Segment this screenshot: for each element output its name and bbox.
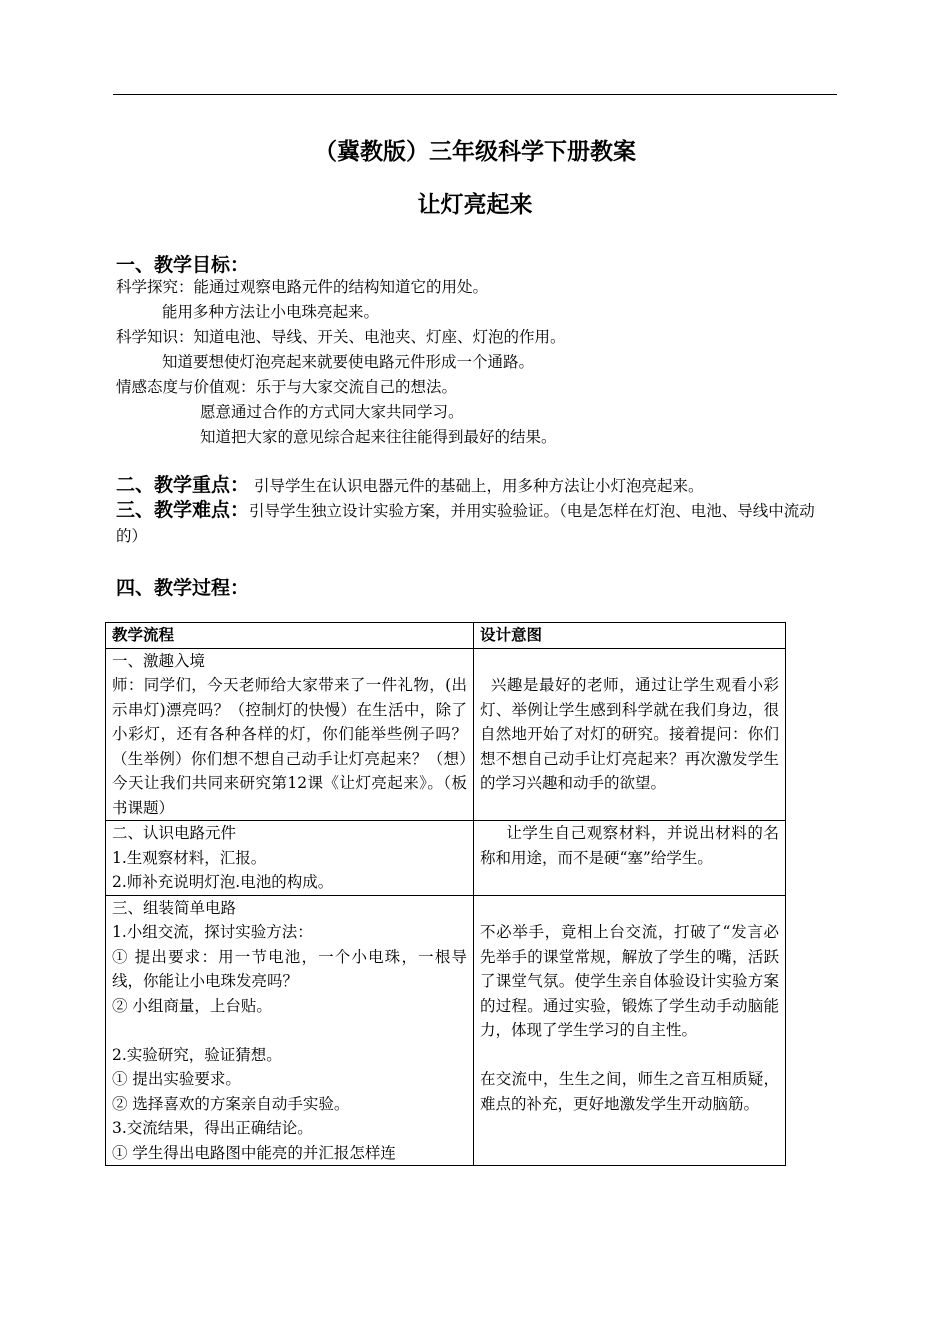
flow-step-text: 3.交流结果，得出正确结论。 bbox=[112, 1119, 313, 1137]
flow-step-text: 2.实验研究，验证猜想。 bbox=[112, 1045, 282, 1064]
table-row bbox=[106, 821, 786, 896]
flow-step-title: 二、认识电路元件 bbox=[112, 824, 237, 842]
goal-line: 知道把大家的意见综合起来往往能得到最好的结果。 bbox=[200, 428, 557, 446]
intent-cell bbox=[474, 648, 786, 821]
intent-cell bbox=[474, 895, 786, 1166]
flow-cell bbox=[106, 648, 474, 821]
intent-cell bbox=[474, 821, 786, 896]
goal-line: 知道要想使灯泡亮起来就要使电路元件形成一个通路。 bbox=[162, 353, 535, 371]
section-heading-process: 四、教学过程： bbox=[116, 577, 250, 599]
flow-step-title: 一、激趣入境 bbox=[112, 651, 206, 670]
document-title: （冀教版）三年级科学下册教案 bbox=[314, 138, 636, 165]
section-heading-keypoints: 二、教学重点： bbox=[116, 474, 250, 496]
key-points-paragraph bbox=[116, 473, 838, 499]
table-row bbox=[106, 648, 786, 821]
flow-cell bbox=[106, 821, 474, 896]
intent-text: 在交流中，生生之间，师生之音互相质疑，难点的补充，更好地激发学生开动脑筋。 bbox=[480, 1070, 779, 1113]
table-header-row bbox=[106, 623, 786, 649]
section-heading-difficulty: 三、教学难点： bbox=[116, 499, 250, 521]
flow-step-text: 2.师补充说明灯泡.电池的构成。 bbox=[112, 873, 334, 891]
flow-step-text: 1.生观察材料，汇报。 bbox=[112, 848, 267, 867]
flow-step-text: ① 提出实验要求。 bbox=[112, 1070, 241, 1088]
flow-step-title: 三、组装简单电路 bbox=[112, 898, 237, 917]
flow-step-text: ② 选择喜欢的方案亲自动手实验。 bbox=[112, 1094, 350, 1113]
goal-line: 科学知识：知道电池、导线、开关、电池夹、灯座、灯泡的作用。 bbox=[116, 328, 566, 346]
flow-step-text: ① 提出要求：用一节电池，一个小电珠，一根导线，你能让小电珠发亮吗？ bbox=[112, 947, 467, 990]
goal-line: 愿意通过合作的方式同大家共同学习。 bbox=[200, 403, 464, 421]
intent-text: 不必举手，竟相上台交流，打破了“发言必先举手的课堂常规，解放了学生的嘴，活跃了课堂气氛。使学生亲自体验设计实验方案的过程。通过实验，锻炼了学生动手动脑能力，体现了学生学习的自主性。 bbox=[480, 923, 779, 1039]
difficulty-text: 引导学生独立设计实验方案，并用实验验证。（电是怎样在灯泡、电池、导线中流动的） bbox=[116, 502, 815, 545]
flow-step-text: ② 小组商量，上台贴。 bbox=[112, 996, 272, 1015]
goal-line: 科学探究：能通过观察电路元件的结构知道它的用处。 bbox=[116, 278, 489, 296]
difficulty-paragraph bbox=[116, 498, 838, 549]
intent-text: 让学生自己观察材料，并说出材料的名称和用途，而不是硬“塞”给学生。 bbox=[480, 824, 779, 867]
header-rule bbox=[113, 94, 837, 95]
section-heading-goals: 一、教学目标： bbox=[116, 254, 250, 276]
goal-line: 能用多种方法让小电珠亮起来。 bbox=[162, 303, 380, 321]
column-header-intent: 设计意图 bbox=[474, 623, 786, 649]
flow-step-text: 1.小组交流，探讨实验方法： bbox=[112, 923, 313, 941]
flow-step-text: 师：同学们，今天老师给大家带来了一件礼物，(出示串灯)漂亮吗？（控制灯的快慢）在生活中，除了小彩灯，还有各种各样的灯，你们能举些例子吗？（生举例）你们想不想自己动手让灯亮起来？（想）今天让我们共同来研究第12课《让灯亮起来》。（板书课题） bbox=[112, 676, 467, 817]
process-table bbox=[105, 622, 786, 1166]
lesson-title: 让灯亮起来 bbox=[417, 191, 533, 218]
flow-step-text: ① 学生得出电路图中能亮的并汇报怎样连 bbox=[112, 1143, 396, 1162]
column-header-flow: 教学流程 bbox=[106, 623, 474, 649]
key-points-text: 引导学生在认识电器元件的基础上，用多种方法让小灯泡亮起来。 bbox=[249, 477, 704, 495]
flow-cell bbox=[106, 895, 474, 1166]
table-row bbox=[106, 895, 786, 1166]
intent-text: 兴趣是最好的老师，通过让学生观看小彩灯、举例让学生感到科学就在我们身边，很自然地开始了对灯的研究。接着提问：你们想不想自己动手让灯亮起来？再次激发学生的学习兴趣和动手的欲望。 bbox=[480, 676, 779, 792]
goal-line: 情感态度与价值观：乐于与大家交流自己的想法。 bbox=[116, 378, 458, 396]
